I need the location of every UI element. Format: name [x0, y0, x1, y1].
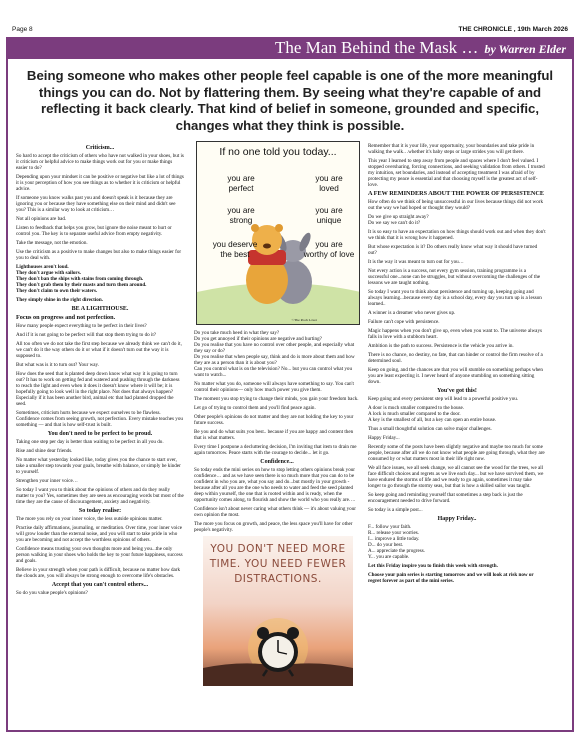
paragraph: A winner is a dreamer who never gives up.: [368, 310, 456, 316]
section-heading: So today realise:: [78, 508, 122, 514]
bold-line: They don't argue with sailors.: [16, 270, 81, 276]
page-header: [12, 26, 568, 35]
paragraph: Do you realise that when people say, think and do is more about them and how they are as a person than it is about you?: [194, 354, 355, 366]
paragraph: Remember that it is your life, your opportunity, your boundaries and take pride in walking the walk…whether it's baby steps or large strides you will get there.: [368, 143, 535, 155]
paragraph: So hard to accept the criticism of others who have not walked in your shoes, but is it criticism or helpful advice to make things work out for you or make things easier to do?: [16, 153, 184, 171]
acrostic-line: I... improve a little today.: [368, 536, 420, 542]
inline-heading: A FEW REMINDERS ABOUT THE POWER OF PERSISTENCE: [368, 190, 544, 197]
column-3: [368, 143, 546, 725]
paragraph: It is the way it was meant to turn out for you…: [368, 259, 464, 265]
clock-quote-text: YOU DON'T NEED MORE TIME. YOU NEED FEWER DISTRACTIONS.: [209, 543, 347, 585]
paragraph: Do we give up straight away?: [368, 214, 429, 220]
paragraph: This year I learned to step away from people and spaces where I don't feel valued. I stopped oversharing, forcing connections, and seeking validation from others. I trusted my intuition, set boundaries, and instead of accepting treatment I was afraid of by protecting my peace is essential and that choosing myself is the greatest act of self-love.: [368, 158, 545, 188]
paragraph: Every time I postpone a decluttering decision, I'm inviting that item to drain me again tomorrow. Peace starts with the courage to decide... let it go.: [194, 444, 357, 456]
paragraph: No matter what you do, someone will always have something to say. You can't control their opinions— only how much power you give them.: [194, 381, 354, 393]
section-heading: Criticism...: [85, 145, 115, 151]
paragraph: Sometimes, criticism hurts because we expect ourselves to be flawless. Confidence comes from seeing growth, not perfection. Every mistake teaches you something — and that is how self-trust is built.: [16, 410, 183, 428]
paragraph: So today I want you to think about the opinions of others and do they really matter to you? Yes, sometimes they are seen as encouraging words but most of the time they are the cause of discouragement, anxiety and negativity.: [16, 487, 184, 505]
paragraph: A key is the smallest of all, but a key can open an entire house.: [368, 417, 497, 423]
paragraph: So today ends the mini series on how to stop letting others opinions break your confidence… and as we have seen there is so much more that you can do to be confident in who you are, what you say and do...but mostly in your growth - because after all you are the one who needs to water and feed the seed planted deep within yourself, the one that is rooted within and is ready, when the opportunity comes along, to flourish and show the world who you really are….: [194, 467, 356, 503]
paragraph: Can you control what is on the television? No... but you can control what you want to watch...: [194, 366, 353, 378]
paragraph: Rise and shine dear friends.: [16, 448, 73, 454]
paragraph: Strengthen your inner voice…: [16, 478, 78, 484]
paragraph: Keep going and every persistent step will lead to a powerful positive you.: [368, 396, 519, 402]
bold-line: They don't grab them by their masts and turn them around.: [16, 282, 147, 288]
paragraph: So keep going and reminding yourself that sometimes a step back is just the encouragement needed to drive forward.: [368, 492, 523, 504]
paragraph: Not all opinions are bad.: [16, 216, 67, 222]
paragraph: Believe in your strength when your path is difficult, because no matter how dark the clouds are, you will always be strong enough to overcome life's obstacles.: [16, 567, 180, 579]
paragraph: How many people expect everything to be perfect in their lives?: [16, 323, 147, 329]
publication-date: THE CHRONICLE , 19th March 2026: [458, 26, 568, 33]
paragraph: A door is much smaller compared to the house.: [368, 405, 465, 411]
paragraph: Do you get annoyed if their opinions are negative and hurting?: [194, 336, 322, 342]
paragraph: It is so easy to have an expectation on how things should work out and when they don't we think that it is wrong how it happened.: [368, 229, 546, 241]
paragraph: How often do we think of being unsuccessful in our lives because things did not work out the way we had hoped or thought they would?: [368, 199, 543, 211]
phrase-right-2: you are unique: [315, 206, 343, 225]
paragraph: Confidence means trusting your own thoughts more and being you...the only person walking in your shoes who holds the key to your future happiness, success and goals.: [16, 546, 183, 564]
section-heading: Confidence...: [260, 459, 294, 465]
paragraph: Be you and do what suits you best.. because if you are happy and content then that is what matters.: [194, 429, 354, 441]
pooh-illustration: [197, 142, 360, 325]
image-credit: ©The Pooh Lover: [291, 318, 317, 322]
column-title: The Man Behind the Mask …: [274, 38, 479, 57]
section-heading: You've got this!: [437, 388, 477, 394]
section-heading: Accept that you can't control others...: [51, 582, 149, 588]
paragraph: Ambition is the path to success. Persistence is the vehicle you arrive in.: [368, 343, 514, 349]
paragraph: Listen to feedback that helps you grow, but ignore the noise meant to hurt or control you. The key is to separate useful advice from empty negativity.: [16, 225, 172, 237]
column-1: [16, 143, 184, 725]
section-heading: BE A LIGHTHOUSE.: [71, 306, 129, 312]
paragraph: Taking one step per day is better than waiting to be perfect in all you do.: [16, 439, 164, 445]
image-title: If no one told you today...: [219, 146, 337, 158]
paragraph: Do you take much heed in what they say?: [194, 330, 280, 336]
phrase-right-1: you are loved: [315, 174, 343, 193]
paragraph: Do we say we can't do it?: [368, 220, 421, 226]
paragraph: Practise daily affirmations, journaling, or meditation. Over time, your inner voice will grow louder than the external noise, and you will start to take pride in who you are becoming and not accept the worthless opinions of others.: [16, 525, 182, 543]
paragraph: The more you rely on your inner voice, the less outside opinions matter.: [16, 516, 163, 522]
phrase-left-1: you are perfect: [227, 174, 255, 193]
bold-line: They don't claim to own their waters.: [16, 288, 98, 294]
paragraph: Take the message, not the emotion.: [16, 240, 88, 246]
paragraph: Not every action is a success, not every gym session, training programme is a successful one...none can be struggles, but without overcoming the challenges of the lessons we are taught nothing.: [368, 268, 541, 286]
acrostic-line: F... follow your faith.: [368, 524, 412, 530]
paragraph: Thus a small thoughtful solution can solve major challenges.: [368, 426, 492, 432]
paragraph: Keep on going, and the chances are that you will stumble on something perhaps when you are least expecting it. I never heard of anyone stumbling on something sitting down.: [368, 367, 543, 385]
paragraph: Let go of trying to control them and you'll find peace again.: [194, 405, 316, 411]
phrase-left-3: you deserve the best: [212, 240, 258, 259]
inline-heading: Focus on progress and not perfection.: [16, 314, 116, 321]
acrostic-line: Y... you are capable.: [368, 554, 410, 560]
paragraph: So today is a simple post...: [368, 507, 423, 513]
phrase-right-3: you are worthy of love: [303, 240, 355, 259]
bold-line: They don't ban the ships with stains from coming through.: [16, 276, 144, 282]
paragraph: There is no chance, no destiny, no fate, that can hinder or control the firm resolve of a determined soul.: [368, 352, 543, 364]
closing-bold: Choose your pain series is starting tomorrow and we will look at risk now or regret forever as part of the mini series.: [368, 572, 534, 584]
paragraph: Do you realise that you have no control over other people, and especially what they say or do?: [194, 342, 355, 354]
paragraph: Use the criticism as a positive to make changes but also to make things easier for you to deal with.: [16, 249, 182, 261]
paragraph: Other people's opinions do not matter and they are not holding the key to your future success.: [194, 414, 354, 426]
paragraph: If someone you know walks past you and doesn't speak is it because they are ignoring you or because they have something else on their mind and didn't see you? This is a similar way to look at criticism…: [16, 195, 176, 213]
phrase-left-2: you are strong: [227, 206, 255, 225]
page-number: Page 8: [12, 26, 33, 33]
bold-line: They simply shine in the right direction.: [16, 297, 103, 303]
paragraph: And if it is not going to be perfect will that stop them trying to do it?: [16, 332, 157, 338]
paragraph: Recently some of the posts have been slightly negative and maybe too much for some people, because after all we do not know what people are going through, what they are consumed by or what matters most in their life right now.: [368, 444, 545, 462]
author-byline: by Warren Elder: [484, 42, 566, 56]
paragraph: Happy Friday...: [368, 435, 400, 441]
title-banner: [6, 37, 574, 59]
alarm-clock-image: [203, 536, 353, 686]
closing-bold: Let this Friday inspire you to finish this week with strength.: [368, 563, 498, 569]
paragraph: A lock is much smaller compared to the door.: [368, 411, 461, 417]
paragraph: All too often we do not take the first step because we already think we can't do it, we can't do it the way others do it or what if it doesn't turn out the way it is supposed to.: [16, 341, 182, 359]
acrostic-line: D... do your best.: [368, 542, 404, 548]
paragraph: The moment you stop trying to change their minds, you gain your freedom back.: [194, 396, 359, 402]
paragraph: Failure can't cope with persistence.: [368, 319, 440, 325]
paragraph: Depending upon your mindset it can be positive or negative but like a lot of things it is your perception of how you see things as to whether it is criticism or helpful advice.: [16, 174, 184, 192]
paragraph: So do you value people's opinions?: [16, 590, 88, 596]
acrostic-line: R... release your worries.: [368, 530, 420, 536]
paragraph: The more you focus on growth, and peace, the less space you'll have for other people's negativity.: [194, 521, 353, 533]
acrostic-line: A... appreciate the progress.: [368, 548, 425, 554]
paragraph: But whose expectation is it? Do others really know what way it should have turned out?: [368, 244, 538, 256]
section-heading: You don't need to be perfect to be proud.: [47, 431, 153, 437]
bold-line: Lighthouses aren't loud.: [16, 264, 69, 270]
paragraph: How does the seed that is planted deep down know what way it is going to turn out? It has to work on getting fed and watered and pushing through the darkness to reach the light and even when it does it doesn't know where it will be; it is hopefully going to look well in the right place. Not does that always happen? Especially if it has been another bird, animal etc that had planted dropped the seed.: [16, 371, 180, 407]
section-heading: Happy Friday..: [437, 516, 477, 522]
paragraph: We all face issues, we all seek change, we all cannot see the wood for the trees, we all face difficult choices and regrets as we live each day... but we have survived them, we have endured the storms of life and we ready to go again, sometimes it may take longer to go through the stormy seas, but that is how a skilled sailor was taught.: [368, 465, 544, 489]
paragraph: So today I want you to think about persistence and turning up, keeping going and always learning...because every day is a school day, every day you turn up is a lesson learned..: [368, 289, 542, 307]
paragraph: But what was is it to turn out? Your way.: [16, 362, 100, 368]
standfirst: Being someone who makes other people feel capable is one of the more meaningful things you can do. Not by flattering them. By seeing what they're capable of and reflecting it back clearly. That kind of belief in someone, grounded and specific, changes what they think is possible.: [26, 68, 554, 133]
pooh-quote-image: [196, 141, 360, 325]
paragraph: Magic happens when you don't give up, even when you want to. The universe always falls in love with a stubborn heart.: [368, 328, 542, 340]
paragraph: Confidence isn't about never caring what others think — it's about valuing your own opinion the most.: [194, 506, 356, 518]
paragraph: No matter what yesterday looked like, today gives you the chance to start over, take a smaller step towards your goals, breathe with balance, or simply be kinder to yourself.: [16, 457, 181, 475]
